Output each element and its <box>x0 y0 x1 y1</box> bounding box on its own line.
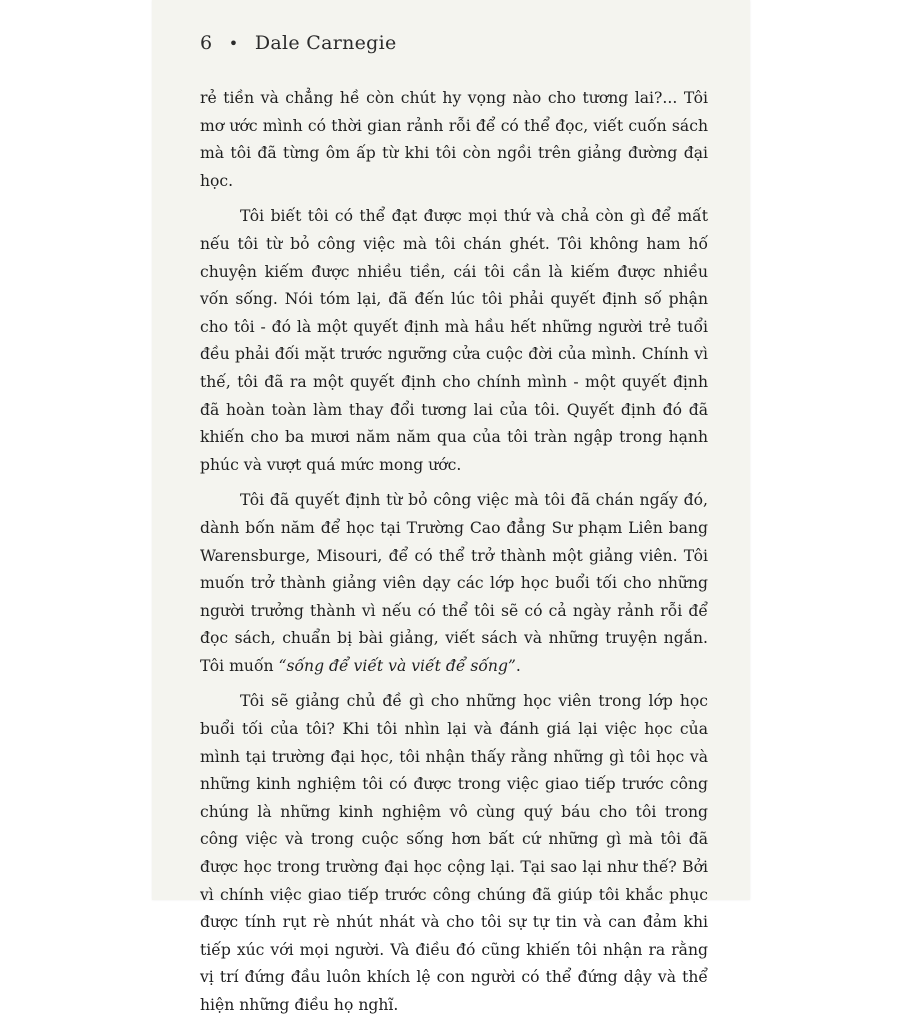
book-page <box>152 0 750 1014</box>
paragraph-3-end: . <box>515 656 521 675</box>
page-number: 6 <box>200 32 213 54</box>
paragraph-3 <box>200 487 708 680</box>
body-text <box>200 85 708 1028</box>
running-head <box>200 32 397 54</box>
paragraph-2: Tôi biết tôi có thể đạt được mọi thứ và chả còn gì để mất nếu tôi từ bỏ công việc mà tôi chán ghét. Tôi không ham hố chuyện kiếm được nhiều tiền, cái tôi cần là kiếm được nhiều vốn sống. Nói tóm lại, đã đến lúc tôi phải quyết định số phận cho tôi - đó là một quyết định mà hầu hết những người trẻ tuổi đều phải đối mặt trước ngưỡng cửa cuộc đời của mình. Chính vì thế, tôi đã ra một quyết định cho chính mình - một quyết định đã hoàn toàn làm thay đổi tương lai của tôi. Quyết định đó đã khiến cho ba mươi năm năm qua của tôi tràn ngập trong hạnh phúc và vượt quá mức mong ước. <box>200 207 708 474</box>
paragraph-4: Tôi sẽ giảng chủ đề gì cho những học viên trong lớp học buổi tối của tôi? Khi tôi nhìn lại và đánh giá lại việc học của mình tại trường đại học, tôi nhận thấy rằng những gì tôi học và những kinh nghiệm tôi có được trong việc giao tiếp trước công chúng là những kinh nghiệm vô cùng quý báu cho tôi trong công việc và trong cuộc sống hơn bất cứ những gì mà tôi đã được học trong trường đại học cộng lại. Tại sao lại như thế? Bởi vì chính việc giao tiếp trước công chúng đã giúp tôi khắc phục được tính rụt rè nhút nhát và cho tôi sự tự tin và can đảm khi tiếp xúc với mọi người. Và điều đó cũng khiến tôi nhận ra rằng vị trí đứng đầu luôn khích lệ con người có thể đứng dậy và thể hiện những điều họ nghĩ. <box>200 692 708 1014</box>
paragraph-1: rẻ tiền và chẳng hề còn chút hy vọng nào cho tương lai?... Tôi mơ ước mình có thời gian rảnh rỗi để có thể đọc, viết cuốn sách mà tôi đã từng ôm ấp từ khi tôi còn ngồi trên giảng đường đại học. <box>200 89 708 190</box>
header-separator: • <box>228 34 239 53</box>
author-name: Dale Carnegie <box>254 32 397 54</box>
paragraph-3-text: Tôi đã quyết định từ bỏ công việc mà tôi đã chán ngấy đó, dành bốn năm để học tại Trường Cao đẳng Sư phạm Liên bang Warensburge, Misouri, để có thể trở thành một giảng viên. Tôi muốn trở thành giảng viên dạy các lớp học buổi tối cho những người trưởng thành vì nếu có thể tôi sẽ có cả ngày rảnh rỗi để đọc sách, chuẩn bị bài giảng, viết sách và những truyện ngắn. Tôi muốn <box>200 491 708 675</box>
paragraph-3-quote: “sống để viết và viết để sống” <box>278 656 516 675</box>
